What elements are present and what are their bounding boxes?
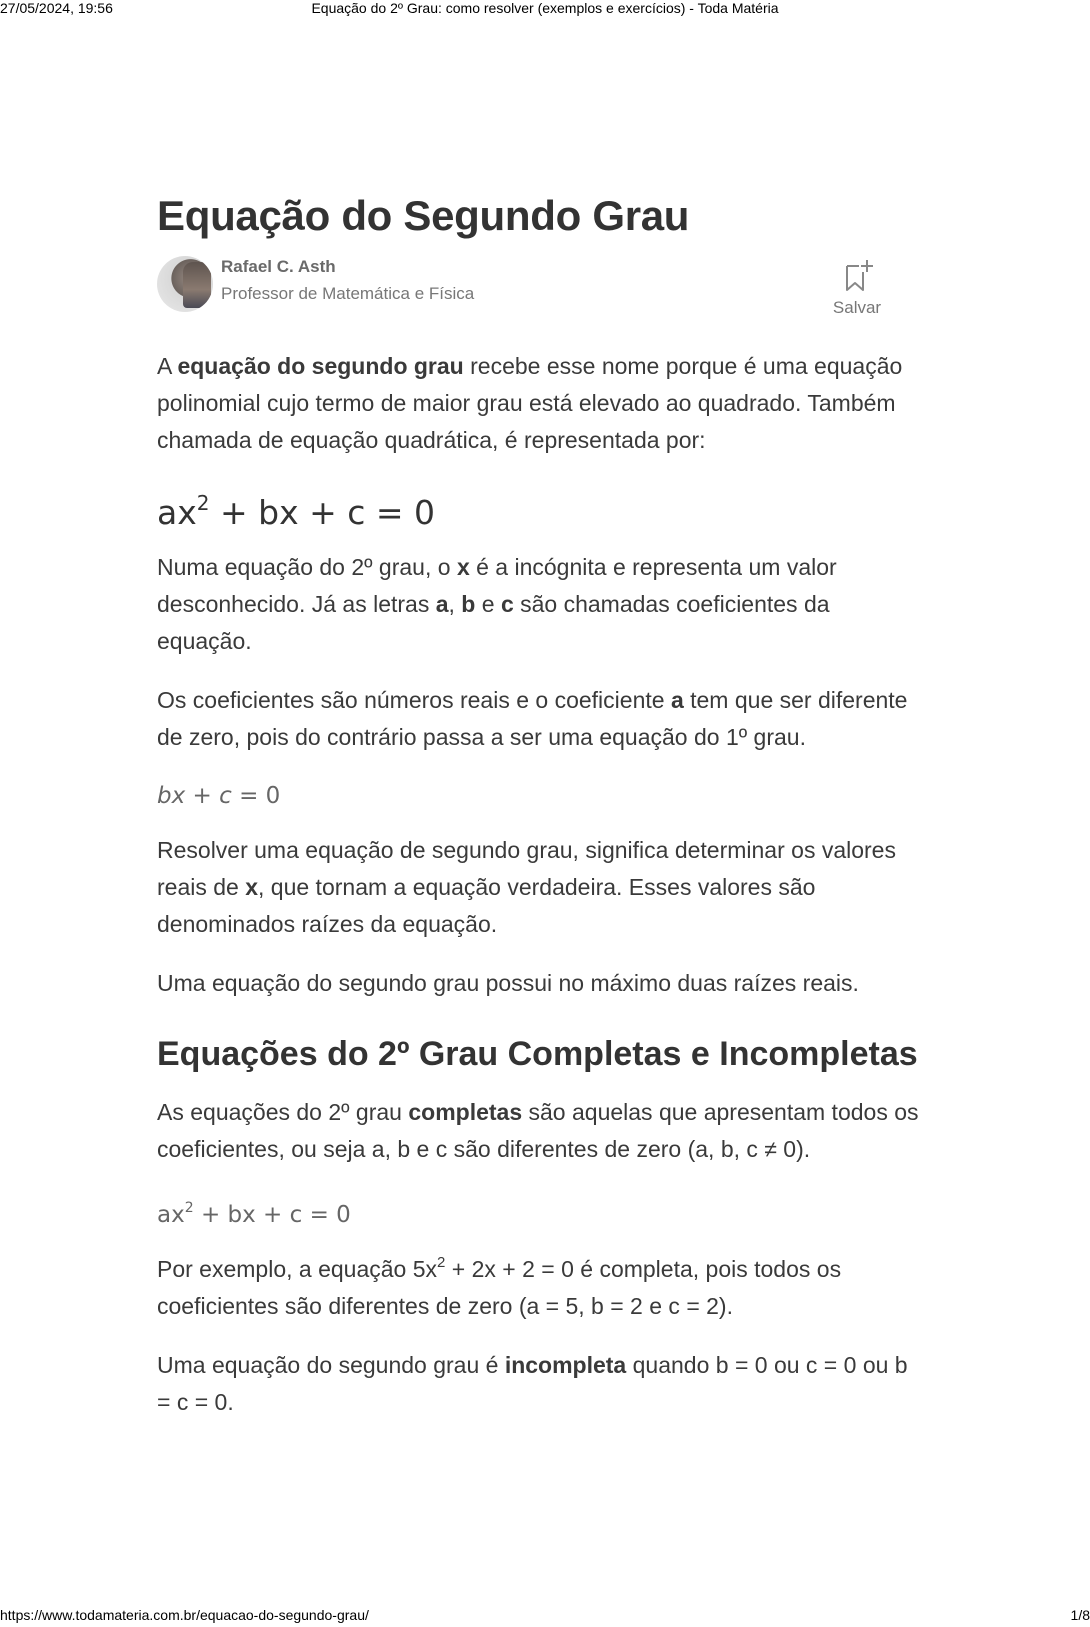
- paragraph-unknown: Numa equação do 2º grau, o x é a incógnita e representa um valor desconhecido. Já as letras a, b e c são chamadas coeficientes da equação.: [157, 554, 837, 654]
- paragraph-coefficients: Os coeficientes são números reais e o coeficiente a tem que ser diferente de zero, pois do contrário passa a ser uma equação do 1º grau.: [157, 687, 908, 750]
- save-button[interactable]: [827, 258, 887, 320]
- paragraph-complete: As equações do 2º grau completas são aquelas que apresentam todos os coeficientes, ou seja a, b e c são diferentes de zero (a, b, c ≠ 0).: [157, 1099, 919, 1162]
- author-avatar[interactable]: [157, 256, 213, 312]
- formula-general: $ax^2$ + bx + c = 0: [157, 491, 436, 532]
- paragraph-max-roots: Uma equação do segundo grau possui no máximo duas raízes reais.: [157, 970, 859, 996]
- formula-first-degree: bx + c = 0: [157, 783, 281, 809]
- print-url: https://www.todamateria.com.br/equacao-do-segundo-grau/: [0, 1607, 369, 1623]
- paragraph-roots: Resolver uma equação de segundo grau, significa determinar os valores reais de x, que tornam a equação verdadeira. Esses valores são denominados raízes da equação.: [157, 837, 896, 937]
- print-page-number: 1/8: [1070, 1607, 1090, 1623]
- print-date: 27/05/2024, 19:56: [0, 0, 113, 16]
- intro-paragraph: A equação do segundo grau recebe esse nome porque é uma equação polinomial cujo termo de maior grau está elevado ao quadrado. Também chamada de equação quadrática, é representada por:: [157, 353, 903, 453]
- paragraph-incomplete: Uma equação do segundo grau é incompleta quando b = 0 ou c = 0 ou b = c = 0.: [157, 1352, 908, 1415]
- author-block: [157, 256, 927, 348]
- bookmark-add-icon: [840, 258, 874, 294]
- author-role: Professor de Matemática e Física: [221, 284, 475, 303]
- author-name[interactable]: Rafael C. Asth: [221, 257, 336, 276]
- paragraph-example: Por exemplo, a equação $5x^2 + 2x + 2 = 0$ é completa, pois todos os coeficientes são diferentes de zero (a = 5, b = 2 e c = 2).: [157, 1254, 842, 1319]
- page-title: Equação do Segundo Grau: [157, 192, 690, 239]
- print-header: [0, 0, 1090, 20]
- section-title-complete-incomplete: Equações do 2º Grau Completas e Incompletas: [157, 1035, 918, 1073]
- save-label: Salvar: [832, 298, 882, 317]
- print-footer: [0, 1605, 1090, 1627]
- article: [157, 190, 927, 1443]
- print-document-title: Equação do 2º Grau: como resolver (exemplos e exercícios) - Toda Matéria: [311, 0, 779, 16]
- formula-complete: $ax^2$ + bx + c = 0: [157, 1200, 351, 1228]
